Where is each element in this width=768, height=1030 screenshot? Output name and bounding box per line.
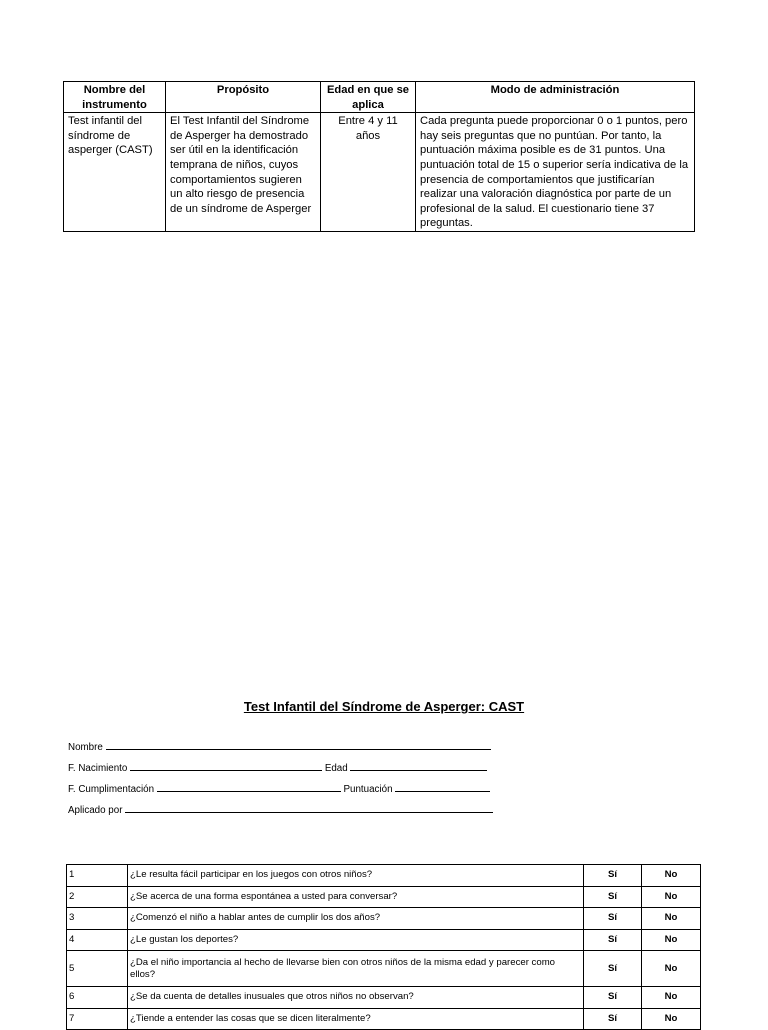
question-row [67, 987, 701, 1009]
question-number: 4 [67, 929, 128, 951]
answer-no-option[interactable]: No [642, 987, 701, 1009]
question-text: ¿Tiende a entender las cosas que se dicen literalmente? [128, 1008, 584, 1030]
field-puntuacion-blank[interactable] [395, 782, 490, 792]
instrument-info-table [63, 81, 695, 232]
field-puntuacion-label: Puntuación [343, 784, 393, 795]
field-edad-label: Edad [324, 763, 348, 774]
question-text: ¿Se acerca de una forma espontánea a usted para conversar? [128, 886, 584, 908]
cell-edad: Entre 4 y 11 años [321, 113, 416, 232]
answer-no-option[interactable]: No [642, 951, 701, 987]
header-edad: Edad en que se aplica [321, 82, 416, 113]
question-number: 6 [67, 987, 128, 1009]
question-row [67, 886, 701, 908]
question-text: ¿Comenzó el niño a hablar antes de cumplir los dos años? [128, 908, 584, 930]
question-number: 7 [67, 1008, 128, 1030]
header-nombre: Nombre del instrumento [64, 82, 166, 113]
header-modo: Modo de administración [416, 82, 695, 113]
field-nombre-line [68, 740, 491, 753]
question-row [67, 865, 701, 887]
cell-modo: Cada pregunta puede proporcionar 0 o 1 puntos, pero hay seis preguntas que no puntúan. Por tanto, la puntuación máxima posible es de 31 puntos. Una puntuación total de 15 o superior sería indicativa de la presencia de comportamientos que justificarían realizar una valoración diagnóstica por parte de un profesional de la salud. El cuestionario tiene 37 preguntas. [416, 113, 695, 232]
question-text: ¿Se da cuenta de detalles inusuales que otros niños no observan? [128, 987, 584, 1009]
answer-no-option[interactable]: No [642, 929, 701, 951]
question-number: 3 [67, 908, 128, 930]
field-nombre-blank[interactable] [106, 740, 491, 750]
field-nacimiento-line [68, 761, 487, 774]
question-row [67, 929, 701, 951]
answer-yes-option[interactable]: Sí [584, 929, 642, 951]
answer-yes-option[interactable]: Sí [584, 1008, 642, 1030]
question-text: ¿Le resulta fácil participar en los juegos con otros niños? [128, 865, 584, 887]
answer-yes-option[interactable]: Sí [584, 908, 642, 930]
answer-yes-option[interactable]: Sí [584, 865, 642, 887]
answer-no-option[interactable]: No [642, 908, 701, 930]
question-number: 1 [67, 865, 128, 887]
answer-yes-option[interactable]: Sí [584, 987, 642, 1009]
question-text: ¿Le gustan los deportes? [128, 929, 584, 951]
field-aplicado-label: Aplicado por [68, 805, 123, 816]
question-number: 2 [67, 886, 128, 908]
answer-yes-option[interactable]: Sí [584, 951, 642, 987]
info-header-row [64, 82, 695, 113]
answer-no-option[interactable]: No [642, 865, 701, 887]
field-cumplimentacion-label: F. Cumplimentación [68, 784, 155, 795]
field-nombre-label: Nombre [68, 742, 103, 753]
test-title: Test Infantil del Síndrome de Asperger: CAST [243, 699, 525, 714]
question-row [67, 1008, 701, 1030]
question-text: ¿Da el niño importancia al hecho de llevarse bien con otros niños de la misma edad y parecer como ellos? [128, 951, 584, 987]
header-proposito: Propósito [166, 82, 321, 113]
field-cumplimentacion-blank[interactable] [157, 782, 341, 792]
field-nacimiento-blank[interactable] [130, 761, 322, 771]
question-row [67, 908, 701, 930]
field-aplicado-blank[interactable] [125, 803, 493, 813]
answer-no-option[interactable]: No [642, 886, 701, 908]
info-data-row [64, 113, 695, 232]
answer-no-option[interactable]: No [642, 1008, 701, 1030]
cell-proposito: El Test Infantil del Síndrome de Asperger ha demostrado ser útil en la identificación temprana de niños, cuyos comportamientos sugieren un alto riesgo de presencia de un síndrome de Asperger [166, 113, 321, 232]
field-aplicado-line [68, 803, 493, 816]
answer-yes-option[interactable]: Sí [584, 886, 642, 908]
question-row [67, 951, 701, 987]
field-nacimiento-label: F. Nacimiento [68, 763, 128, 774]
cell-nombre: Test infantil del síndrome de asperger (CAST) [64, 113, 166, 232]
field-edad-blank[interactable] [350, 761, 487, 771]
field-cumplimentacion-line [68, 782, 490, 795]
questions-table [66, 864, 701, 1030]
question-number: 5 [67, 951, 128, 987]
